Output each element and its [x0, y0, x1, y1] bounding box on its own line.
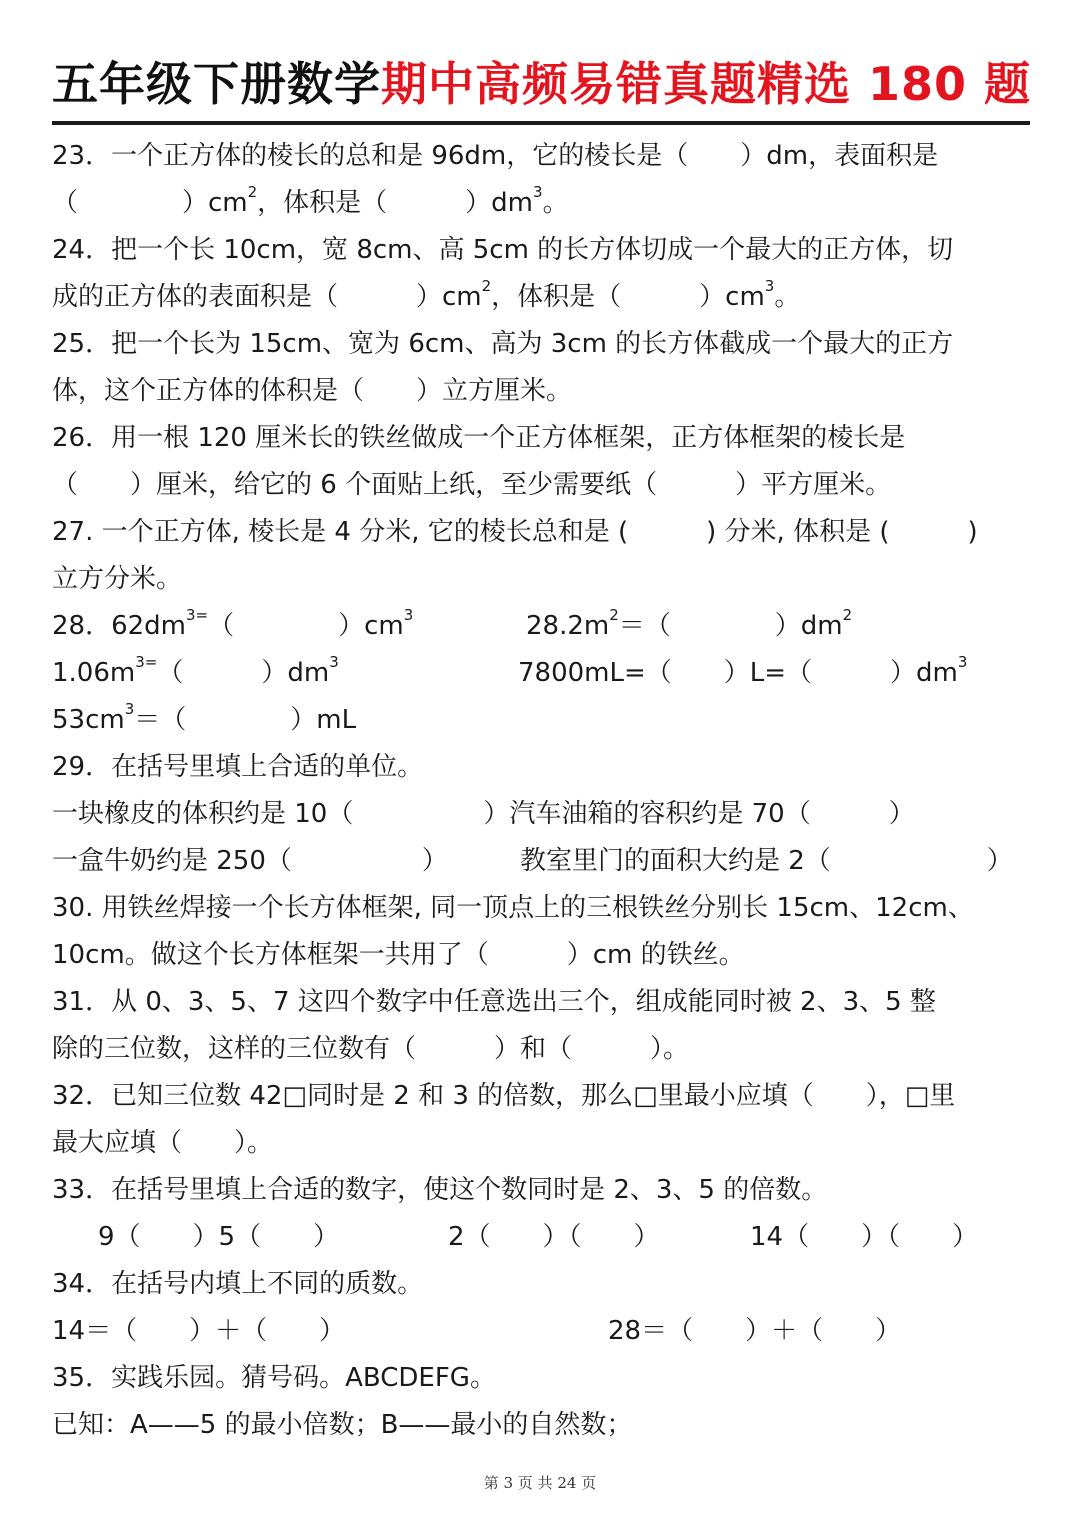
- digit-fill-14: 14（ ）（ ）: [750, 1222, 979, 1252]
- question-28-line-1: [52, 603, 1042, 650]
- question-32-line-2: 最大应填（ ）。: [52, 1128, 274, 1158]
- question-27-line-1: 27. 一个正方体, 棱长是 4 分米, 它的棱长总和是 ( ) 分米, 体积是 ( ): [52, 517, 978, 547]
- title-part-red: 期中高频易错真题精选 180 题: [381, 57, 1032, 111]
- page-number-footer: 第 3 页 共 24 页: [483, 1474, 597, 1492]
- question-30-line-1: 30. 用铁丝焊接一个长方体框架, 同一顶点上的三根铁丝分别长 15cm、12cm、: [52, 893, 974, 923]
- conversion-62dm3: 28．$62dm^{3=}$（ ）$cm^3$: [52, 606, 414, 641]
- prime-sum-28: 28＝（ ）＋（ ）: [608, 1316, 902, 1346]
- question-29-line-1: 29．在括号里填上合适的单位。: [52, 752, 424, 782]
- question-30-line-2: 10cm。做这个长方体框架一共用了（ ）cm 的铁丝。: [52, 940, 745, 970]
- question-23-line-2: （ ）$cm^2$，体积是（ ）$dm^3$。: [52, 183, 569, 218]
- prime-sum-14: 14＝（ ）＋（ ）: [52, 1316, 346, 1346]
- question-25-line-2: 体，这个正方体的体积是（ ）立方厘米。: [52, 376, 573, 406]
- question-25-line-1: 25．把一个长为 15cm、宽为 6cm、高为 3cm 的长方体截成一个最大的正方: [52, 329, 954, 359]
- question-29-line-3: [52, 838, 1042, 885]
- question-31-line-2: 除的三位数，这样的三位数有（ ）和（ ）。: [52, 1034, 690, 1064]
- question-24-line-2: 成的正方体的表面积是（ ）$cm^2$，体积是（ ）$cm^3$。: [52, 277, 801, 312]
- question-23-line-1: 23．一个正方体的棱长的总和是 96dm，它的棱长是（ ）dm，表面积是: [52, 141, 939, 171]
- question-26-line-2: （ ）厘米，给它的 6 个面贴上纸，至少需要纸（ ）平方厘米。: [52, 470, 892, 500]
- conversion-1-06m3: $1.06m^{3=}$（ ）$dm^3$: [52, 653, 339, 688]
- question-26-line-1: 26．用一根 120 厘米长的铁丝做成一个正方体框架，正方体框架的棱长是: [52, 423, 906, 453]
- question-29-line-2: 一块橡皮的体积约是 10（ ）汽车油箱的容积约是 70（ ）: [52, 799, 915, 829]
- digit-fill-2: 2（ ）（ ）: [448, 1222, 660, 1252]
- title-underline: [52, 121, 1030, 125]
- digit-fill-9-5: 9（ ）5（ ）: [98, 1222, 340, 1252]
- title-part-black: 五年级下册数学: [52, 57, 381, 111]
- milk-item: 一盒牛奶约是 250（ ）: [52, 846, 448, 876]
- question-24-line-1: 24．把一个长 10cm，宽 8cm、高 5cm 的长方体切成一个最大的正方体，切: [52, 235, 954, 265]
- question-32-line-1: 32．已知三位数 42□同时是 2 和 3 的倍数，那么□里最小应填（ ），□里: [52, 1081, 956, 1111]
- question-33-line-1: 33．在括号里填上合适的数字，使这个数同时是 2、3、5 的倍数。: [52, 1175, 828, 1205]
- page-title: [52, 58, 1031, 111]
- question-35-line-2: 已知：A——5 的最小倍数；B——最小的自然数；: [52, 1410, 633, 1440]
- question-27-line-2: 立方分米。: [52, 564, 183, 594]
- conversion-28-2m2: $28.2m^2=$（ ）$dm^2$: [526, 606, 853, 641]
- question-list: [52, 133, 1042, 1449]
- question-34-line-1: 34．在括号内填上不同的质数。: [52, 1269, 424, 1299]
- door-area-item: 教室里门的面积大约是 2（ ）: [520, 846, 1013, 876]
- question-28-line-2: [52, 650, 1042, 697]
- conversion-7800ml: 7800mL=（ ）L=（ ）$dm^3$: [518, 653, 968, 688]
- question-28-line-3: $53cm^3=$（ ）mL: [52, 700, 357, 735]
- question-35-line-1: 35．实践乐园。猜号码。ABCDEFG。: [52, 1363, 496, 1393]
- question-31-line-1: 31．从 0、3、5、7 这四个数字中任意选出三个，组成能同时被 2、3、5 整: [52, 987, 936, 1017]
- question-34-line-2: [52, 1308, 1042, 1355]
- question-33-line-2: [52, 1214, 1042, 1261]
